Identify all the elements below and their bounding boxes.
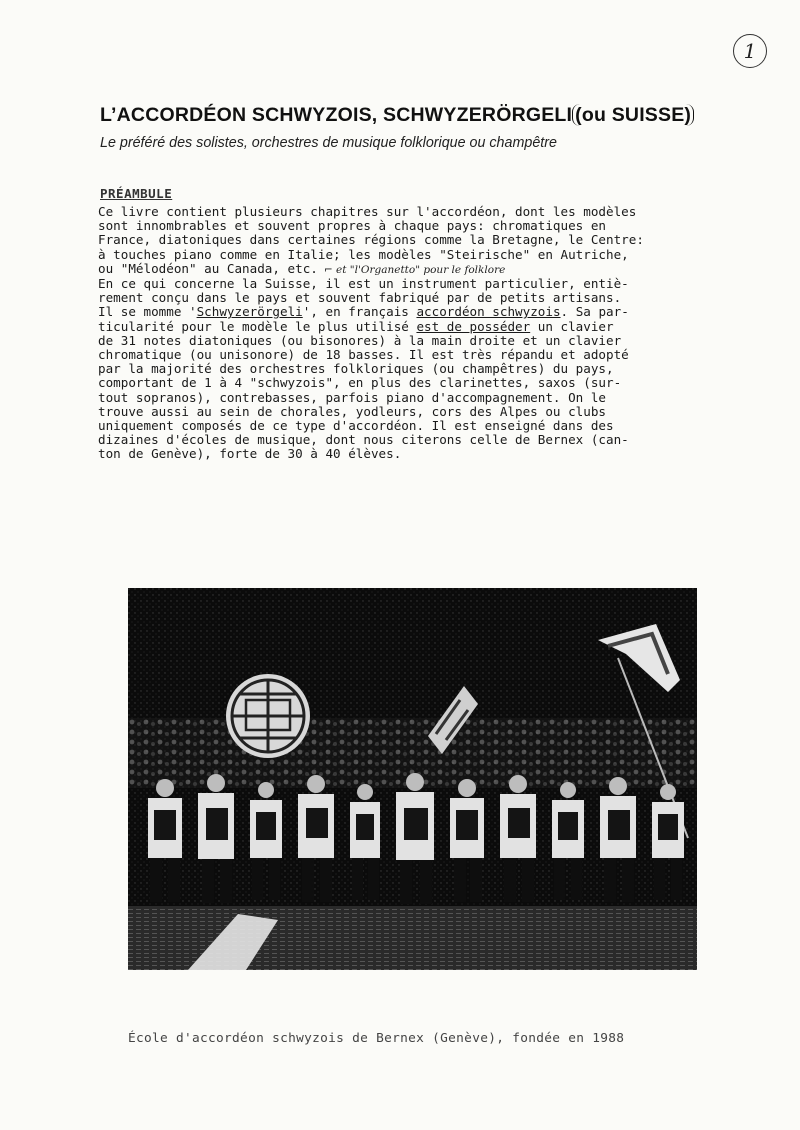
body-text — [98, 205, 788, 462]
text-line — [98, 305, 788, 319]
term-schwyzerorgeli: Schwyzerörgeli — [196, 304, 303, 320]
text-fragment: . Sa par- — [560, 304, 629, 320]
text-line: En ce qui concerne la Suisse, il est un instrument particulier, entiè- — [98, 276, 629, 292]
text-line: sont innombrables et souvent propres à chaque pays: chromatiques en — [98, 218, 606, 234]
page-number-text: 1 — [743, 39, 757, 63]
title-main: L’ACCORDÉON SCHWYZOIS, SCHWYZERÖRGELI — [100, 104, 573, 126]
text-line: uniquement composés de ce type d'accordéon. Il est enseigné dans des — [98, 418, 614, 434]
section-heading: PRÉAMBULE — [100, 186, 173, 201]
text-line: rement conçu dans le pays et souvent fabriqué par de petits artisans. — [98, 290, 622, 306]
text-fragment: ticularité pour le modèle le plus utilisé — [98, 318, 417, 334]
text-line: dizaines d'écoles de musique, dont nous citerons celle de Bernex (can- — [98, 432, 629, 448]
text-line-content: ou "Mélodéon" au Canada, etc. — [98, 260, 318, 276]
text-fragment: ', en français — [302, 304, 417, 320]
text-line: ton de Genève), forte de 30 à 40 élèves. — [98, 446, 402, 462]
photo-illustration — [128, 588, 697, 970]
text-line: par la majorité des orchestres folkloriques (ou champêtres) du pays, — [98, 361, 614, 377]
text-line — [98, 262, 788, 277]
text-line: tout sopranos), contrebasses, parfois piano d'accompagnement. On le — [98, 389, 606, 405]
document-title — [100, 104, 694, 127]
text-line: à touches piano comme en Italie; les modèles "Steirische" en Autriche, — [98, 246, 629, 262]
title-handwritten-addition: (ou SUISSE) — [572, 104, 694, 126]
globe-logo-icon — [226, 674, 310, 758]
text-line: France, diatoniques dans certaines régions comme la Bretagne, le Centre: — [98, 232, 644, 248]
photo-caption: École d'accordéon schwyzois de Bernex (Genève), fondée en 1988 — [128, 1031, 625, 1046]
text-fragment: un clavier — [530, 318, 614, 334]
text-line — [98, 320, 788, 334]
paragraph-1 — [98, 205, 788, 277]
text-line: Ce livre contient plusieurs chapitres sur l'accordéon, dont les modèles — [98, 204, 637, 219]
document-subtitle: Le préféré des solistes, orchestres de musique folklorique ou champêtre — [100, 135, 557, 151]
underlined-phrase: est de posséder — [416, 318, 531, 334]
handwritten-annotation: ⌐ et "l'Organetto" pour le folklore — [323, 263, 506, 276]
text-line: de 31 notes diatoniques (ou bisonores) à la main droite et un clavier — [98, 332, 622, 348]
text-line: comportant de 1 à 4 "schwyzois", en plus des clarinettes, saxos (sur- — [98, 375, 622, 391]
page-number — [733, 34, 767, 68]
text-fragment: Il se momme ' — [98, 304, 197, 320]
text-line: trouve aussi au sein de chorales, yodleurs, cors des Alpes ou clubs — [98, 403, 606, 419]
paragraph-2 — [98, 277, 788, 462]
accordion-school-photo — [128, 588, 697, 970]
term-accordeon-schwyzois: accordéon schwyzois — [416, 304, 561, 320]
text-line: chromatique (ou unisonore) de 18 basses. Il est très répandu et adopté — [98, 347, 629, 363]
